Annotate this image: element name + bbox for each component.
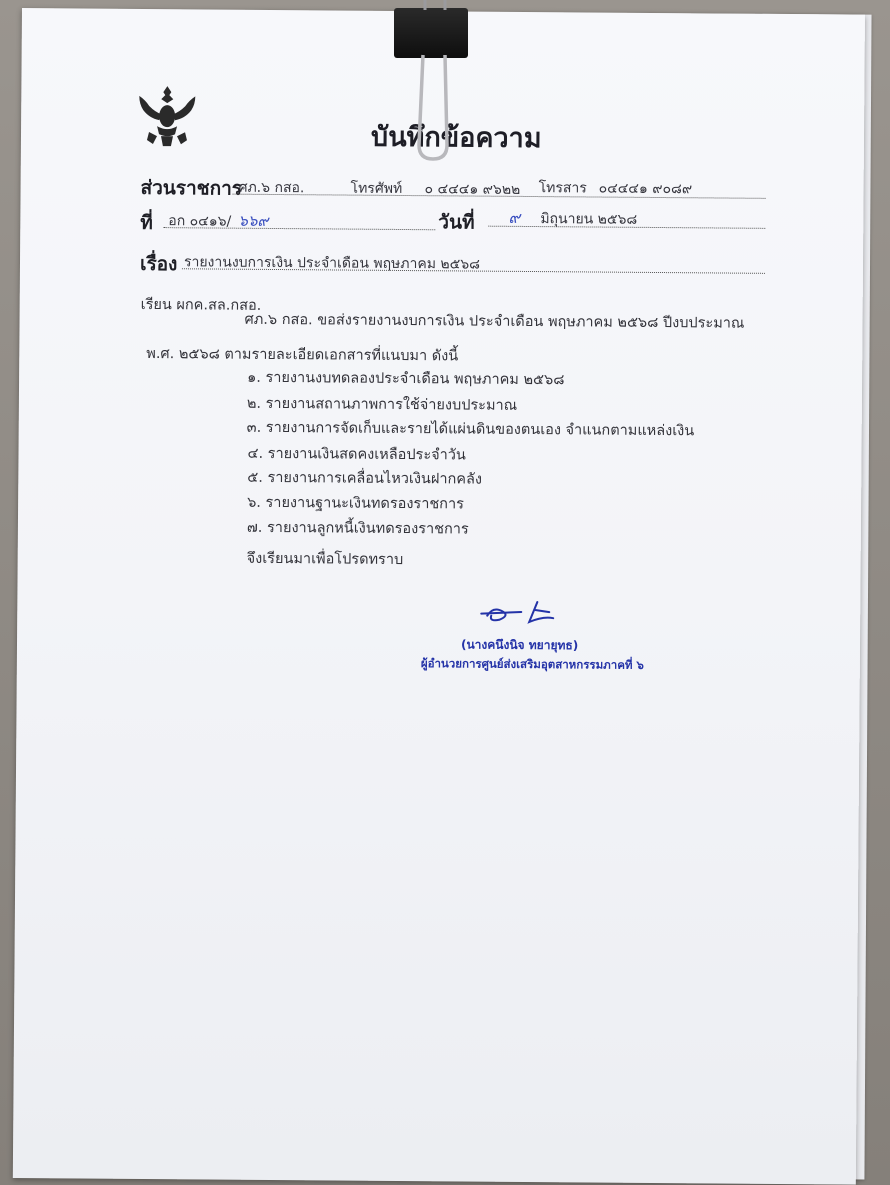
list-item-2: ๒. รายงานสถานภาพการใช้จ่ายงบประมาณ — [246, 395, 518, 414]
date-label: วันที่ — [438, 211, 475, 234]
list-item-5: ๕. รายงานการเคลื่อนไหวเงินฝากคลัง — [247, 469, 483, 488]
ref-label: ที่ — [140, 211, 153, 235]
memo-title: บันทึกข้อความ — [370, 121, 542, 155]
intro-line-1: ศภ.๖ กสอ. ขอส่งรายงานงบการเงิน ประจำเดือน พฤษภาคม ๒๕๖๘ ปีงบประมาณ — [244, 311, 745, 332]
subject-value: รายงานงบการเงิน ประจำเดือน พฤษภาคม ๒๕๖๘ — [183, 254, 481, 273]
list-item-7: ๗. รายงานลูกหนี้เงินทดรองราชการ — [246, 519, 469, 538]
phone-value: ๐ ๔๔๔๑ ๙๖๒๒ — [424, 181, 521, 198]
signature-scribble-icon — [477, 598, 567, 629]
garuda-emblem-icon — [135, 82, 200, 149]
fax-value: ๐๔๔๔๑ ๙๐๘๙ — [598, 180, 693, 198]
list-item-6: ๖. รายงานฐานะเงินทดรองราชการ — [247, 494, 464, 513]
agency-label: ส่วนราชการ — [140, 176, 243, 200]
agency-value: ศภ.๖ กสอ. — [238, 179, 305, 197]
date-day-handwritten: ๙ — [508, 207, 521, 227]
subject-label: เรื่อง — [139, 252, 178, 276]
fax-label: โทรสาร — [538, 180, 587, 197]
signer-title: ผู้อำนวยการศูนย์ส่งเสริมอุตสาหกรรมภาคที่ ๖ — [420, 656, 644, 672]
date-value: มิถุนายน ๒๕๖๘ — [540, 211, 638, 228]
list-item-1: ๑. รายงานงบทดลองประจำเดือน พฤษภาคม ๒๕๖๘ — [247, 369, 565, 389]
intro-line-2: พ.ศ. ๒๕๖๘ ตามรายละเอียดเอกสารที่แนบมา ดังนี้ — [146, 345, 459, 365]
list-item-4: ๔. รายงานเงินสดคงเหลือประจำวัน — [247, 445, 466, 464]
signer-name: (นางคนึงนิจ ทยายุทธ) — [460, 637, 579, 653]
phone-label: โทรศัพท์ — [350, 180, 403, 197]
list-item-3: ๓. รายงานการจัดเก็บและรายได้แผ่นดินของตนเอง จำแนกตามแหล่งเงิน — [246, 419, 695, 440]
ref-value: อก ๐๔๑๖/ — [168, 213, 232, 230]
memo-sheet — [13, 8, 865, 1185]
salutation: เรียน ผกค.สล.กสอ. — [140, 296, 262, 314]
ref-handwritten-number: ๖๖๙ — [238, 211, 269, 230]
closing-line: จึงเรียนมาเพื่อโปรดทราบ — [246, 550, 404, 569]
binder-clip-handle-icon — [405, 0, 465, 165]
